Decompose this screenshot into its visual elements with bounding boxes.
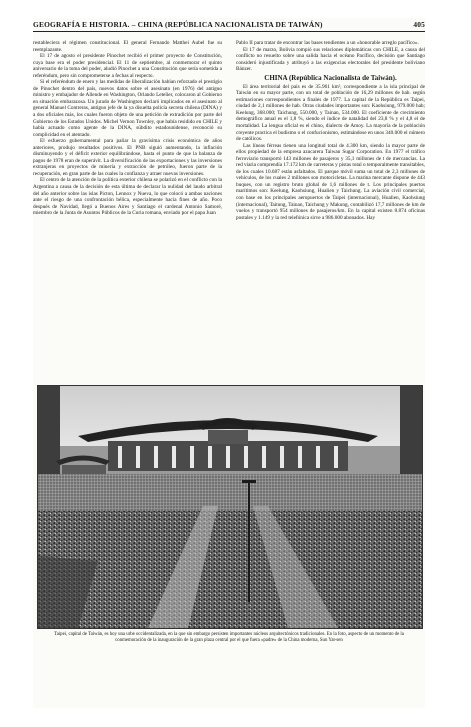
header-rule	[33, 31, 425, 32]
paragraph: El centro de la atención de la política exterior chilena se polarizó en el conflicto con la Argentina a causa de la decisión de esta última de declarar la nulidad del laudo arbitral del año anterior sobre las islas Picton, Lennox y Nueva, lo que colocó a ambas naciones ante el riesgo de una confrontación bélica, especialmente hacia fines de año. Poco después de Navidad, llegó a Buenos Aires y Santiago el cardenal Antonio Samoré, miembro de la Junta de Asuntos Públicos de la Curia romana, enviado por el papa Juan	[33, 177, 222, 217]
paragraph: restableciera el régimen constitucional. El general Fernando Matthei Aubel fue su reemplazante.	[33, 40, 222, 53]
running-title: GEOGRAFÍA E HISTORIA. – CHINA (REPÚBLICA NACIONALISTA DE TAIWÁN)	[33, 19, 323, 29]
paragraph: El área territorial del país es de 35.961 km², correspondiente a la isla principal de Taiwán en su mayor parte, con un total de población de 16,29 millones de hab. según estimaciones correspondientes a finales de 1977. La capital de la República es Taipei, ciudad de 2,1 millones de hab. Otras ciudades importantes son: Kaohsiung, 979.000 hab; Keelung, 368.000; Taichung, 550.000, y Tainan, 534.000. El coeficiente de crecimiento demográfico anual es el 1,8 %, siendo el índice de natalidad del 23,8 % y el 4,8 el de mortalidad. La lengua oficial es el chino, dialecto de Amoy. La mayoría de la población creyente practica el budismo o el confucionismo, estimándose en unos 340.000 el número de católicos.	[236, 83, 425, 143]
page-number: 405	[413, 19, 425, 29]
paragraph: El esfuerzo gubernamental para paliar la gravísima crisis económica de años anteriores, produjo resultados positivos. El PNB siguió aumentando, la inflación disminuyendo y el déficit exterior equilibrándose, hasta el punto de que la balanza de pagos de 1978 eran de superávit. La diversificación de las exportaciones y las inversiones extranjeras en proyectos de minería y extracción de petróleo, fueron parte de la recuperación, en gran parte de las cuales la confianza y atraer nuevas inversiones.	[33, 138, 222, 177]
page-header	[33, 18, 425, 30]
taipei-plaza-photo	[37, 385, 423, 629]
paragraph: Las líneas férreas tienen una longitud total de 4.300 km, siendo la mayor parte de ellos propiedad de la empresa azucarera Taiwan Sugar Corporation. En 1977 el tráfico ferroviario transportó 143 millones de pasajeros y 35,1 millones de t de mercancías. La red viaria comprendía 17.172 km de carreteras y pistas total o temporalmente transitables, de los cuales 10.687 están asfaltados. El parque móvil suma un total de 2,3 millones de vehículos, de los cuales 2 millones son motocicletas. La marina mercante dispone de 443 buques, con un registro bruto global de 1,6 millones de t. Los principales puertos marítimos son: Keelung, Kaohsiung, Hualien y Taichung. La aviación civil comercial, con base en los principales aeropuertos de Taipei (internacional), Hualien, Kaohsiung (internacional), Taitung, Tainan, Taichung y Makung, contabilizó 17,7 millones de km de vuelos y transportó 954 millones de pasajeros/km. En la capital existen 8.874 oficinas postales y 1.149 y la red telefónica sirve a 986.000 abonados. Hay	[236, 142, 425, 221]
section-heading: CHINA (República Nacionalista de Taiwán).	[264, 73, 397, 82]
paragraph: El 17 de marzo, Bolivia rompió sus relaciones diplomáticas con CHILE, a causa del conflicto no resuelto sobre una salida hacia el océano Pacífico, decisión que Santiago consideró injustificada y atribuyó a las exigencias electorales del presidente boliviano Bánzer.	[236, 46, 425, 73]
book-page	[33, 18, 425, 708]
paragraph: El 17 de agosto el presidente Pinochet recibió el primer proyecto de Constitución, cuya base era el poder presidencial. El 11 de septiembre, al conmemorar el quinto aniversario de la toma del poder, aludió Pinochet a una Constitución que sería sometida a referéndum, pero sin comprometerse a fechas al respecto.	[33, 53, 222, 79]
left-column	[33, 40, 222, 382]
photo-caption: Taipei, capital de Taiwán, es hoy una urbe occidentalizada, en la que sin embargo persisten importantes núcleos arquitectónicos tradicionales. En la foto, aspecto de un momento de la conmemoración de la inauguración de la gran plaza central por el que fuera «padre» de la China moderna, Sun Yat-sen	[54, 632, 404, 643]
paragraph: Si el referéndum de enero y las medidas de liberalización habían reforzado el prestigio de Pinochet dentro del país, nuevos datos sobre el asesinato (en 1976) del antiguo ministro y embajador de Allende en Washington, Orlando Letelier, colocaron al Gobierno en situación embarazosa. Un jurado de Washington declaró implicados en el asesinato al general Manuel Contreras, antiguo jefe de la ya disuelta policía secreta chilena (DINA) y a dos oficiales más, los cuales fueron objeto de una petición de extradición por parte del Gobierno de los Estados Unidos. Michel Vernon Townley, que había residido en CHILE y había actuado como agente de la DINA, súbdito estadounidense, reconoció su complicidad en el atentado.	[33, 79, 222, 138]
paragraph: Pablo II para tratar de encontrar las bases tendientes a un «honorable arreglo pacífico».	[236, 40, 419, 46]
right-column	[236, 40, 425, 382]
